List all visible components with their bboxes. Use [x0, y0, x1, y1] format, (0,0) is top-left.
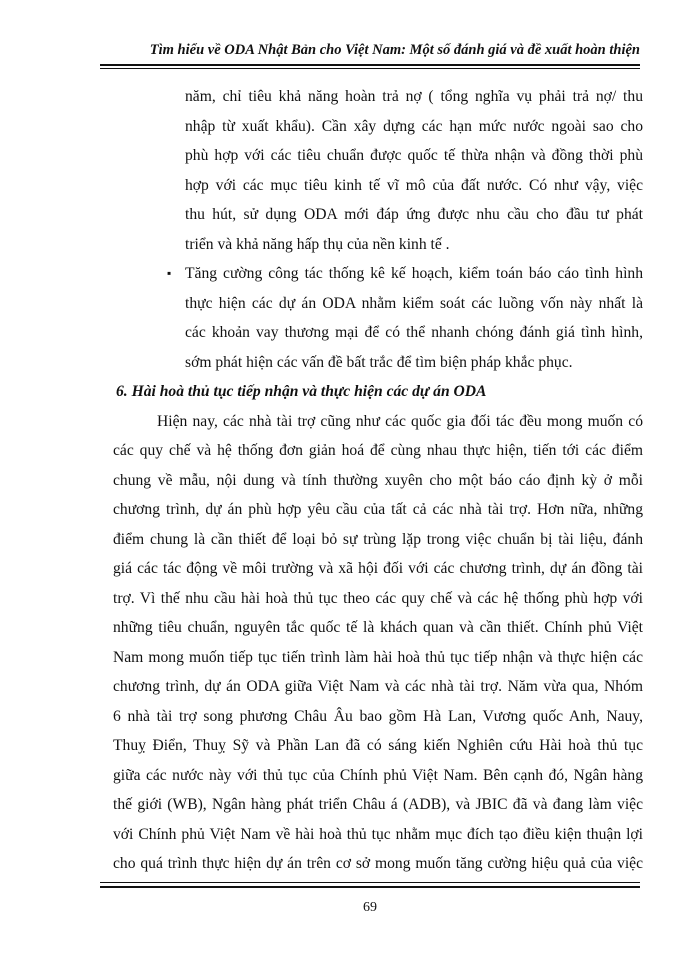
- text-line: chung về mẫu, nội dung và tính thường xuyên cho một báo cáo định kỳ ở mỗi: [113, 471, 643, 489]
- header-rule-bottom: [100, 68, 640, 69]
- text-line: [113, 259, 643, 289]
- text-line: năm, chỉ tiêu khả năng hoàn trả nợ ( tổng nghĩa vụ phải trả nợ/ thu: [185, 88, 643, 105]
- text-line: phù hợp với các tiêu chuẩn được quốc tế thừa nhận và đồng thời phù: [185, 147, 643, 164]
- bullet-square-icon: ▪: [167, 266, 172, 280]
- footer-rule-top: [100, 882, 640, 883]
- text-line: chương trình, dự án ODA giữa Việt Nam và các nhà tài trợ. Năm vừa qua, Nhóm: [113, 678, 643, 695]
- footer-rule-bottom: [100, 886, 640, 888]
- text-line: cho quá trình thực hiện dự án trên cơ sở mong muốn tăng cường hiệu quả của việc: [113, 855, 643, 872]
- bullet-continuation: [113, 82, 643, 259]
- text-line: những tiêu chuẩn, nguyên tắc quốc tế là khách quan và cần thiết. Chính phủ Việt: [113, 619, 643, 636]
- bullet-item: [113, 259, 643, 377]
- text-line: chương trình, dự án phù hợp yêu cầu của tất cả các nhà tài trợ. Hơn nữa, những: [113, 501, 643, 518]
- text-line: Thuỵ Điển, Thuỵ Sỹ và Phần Lan đã có sáng kiến Nghiên cứu Hài hoà thủ tục: [113, 737, 643, 754]
- text-line: điểm chung là cần thiết để loại bỏ sự trùng lặp trong việc chuẩn bị tài liệu, đánh: [113, 530, 643, 548]
- bullet-text: Tăng cường công tác thống kê kế hoạch, kiểm toán báo cáo tình hình: [185, 265, 643, 282]
- text-line: nhập từ xuất khẩu). Cần xây dựng các hạn mức nước ngoài sao cho: [185, 117, 643, 135]
- text-line: giữa các nước này với thủ tục của Chính phủ Việt Nam. Bên cạnh đó, Ngân hàng: [113, 766, 643, 784]
- running-header-title: Tìm hiểu về ODA Nhật Bản cho Việt Nam: Một số đánh giá và đề xuất hoàn thiện: [149, 42, 640, 58]
- text-line: thế giới (WB), Ngân hàng phát triển Châu á (ADB), và JBIC đã và đang làm việc: [113, 796, 643, 813]
- text-line: Hiện nay, các nhà tài trợ cũng như các quốc gia đối tác đều mong muốn có: [157, 412, 643, 430]
- text-line: thực hiện các dự án ODA nhằm kiểm soát các luồng vốn này nhất là: [185, 294, 643, 312]
- text-line: hợp với các mục tiêu kinh tế vĩ mô của đất nước. Có như vậy, việc: [185, 176, 643, 194]
- text-line: các khoản vay thương mại để có thể nhanh chóng đánh giá tình hình,: [185, 324, 643, 341]
- text-line: giá các tác động về môi trường và xã hội đối với các chương trình, dự án đồng tài: [113, 560, 643, 577]
- text-line: thu hút, sử dụng ODA mới đáp ứng được nhu cầu cho đầu tư phát: [185, 206, 643, 223]
- text-line: sớm phát hiện các vấn đề bất trắc để tìm biện pháp khắc phục.: [185, 353, 573, 371]
- body-paragraph: [113, 407, 643, 879]
- text-line: với Chính phủ Việt Nam về hài hoà thủ tục nhằm mục đích tạo điều kiện thuận lợi: [113, 825, 643, 843]
- header-rule-top: [100, 64, 640, 66]
- text-line: trợ. Vì thế nhu cầu hài hoà thủ tục theo các quy chế và các hệ thống phù hợp với: [113, 589, 643, 607]
- text-line: 6 nhà tài trợ song phương Châu Âu bao gồm Hà Lan, Vương quốc Anh, Nauy,: [113, 707, 643, 725]
- text-line: triển và khả năng hấp thụ của nền kinh tế .: [185, 235, 450, 253]
- text-line: Nam mong muốn tiếp tục tiến trình làm hài hoà thủ tục tiếp nhận và thực hiện các: [113, 648, 643, 666]
- page-body: [113, 82, 643, 879]
- text-line: các quy chế và hệ thống đơn giản hoá để cùng nhau thực hiện, tiến tới các điểm: [113, 442, 643, 459]
- section-heading: 6. Hài hoà thủ tục tiếp nhận và thực hiện các dự án ODA: [116, 383, 487, 400]
- page-number: 69: [363, 900, 377, 915]
